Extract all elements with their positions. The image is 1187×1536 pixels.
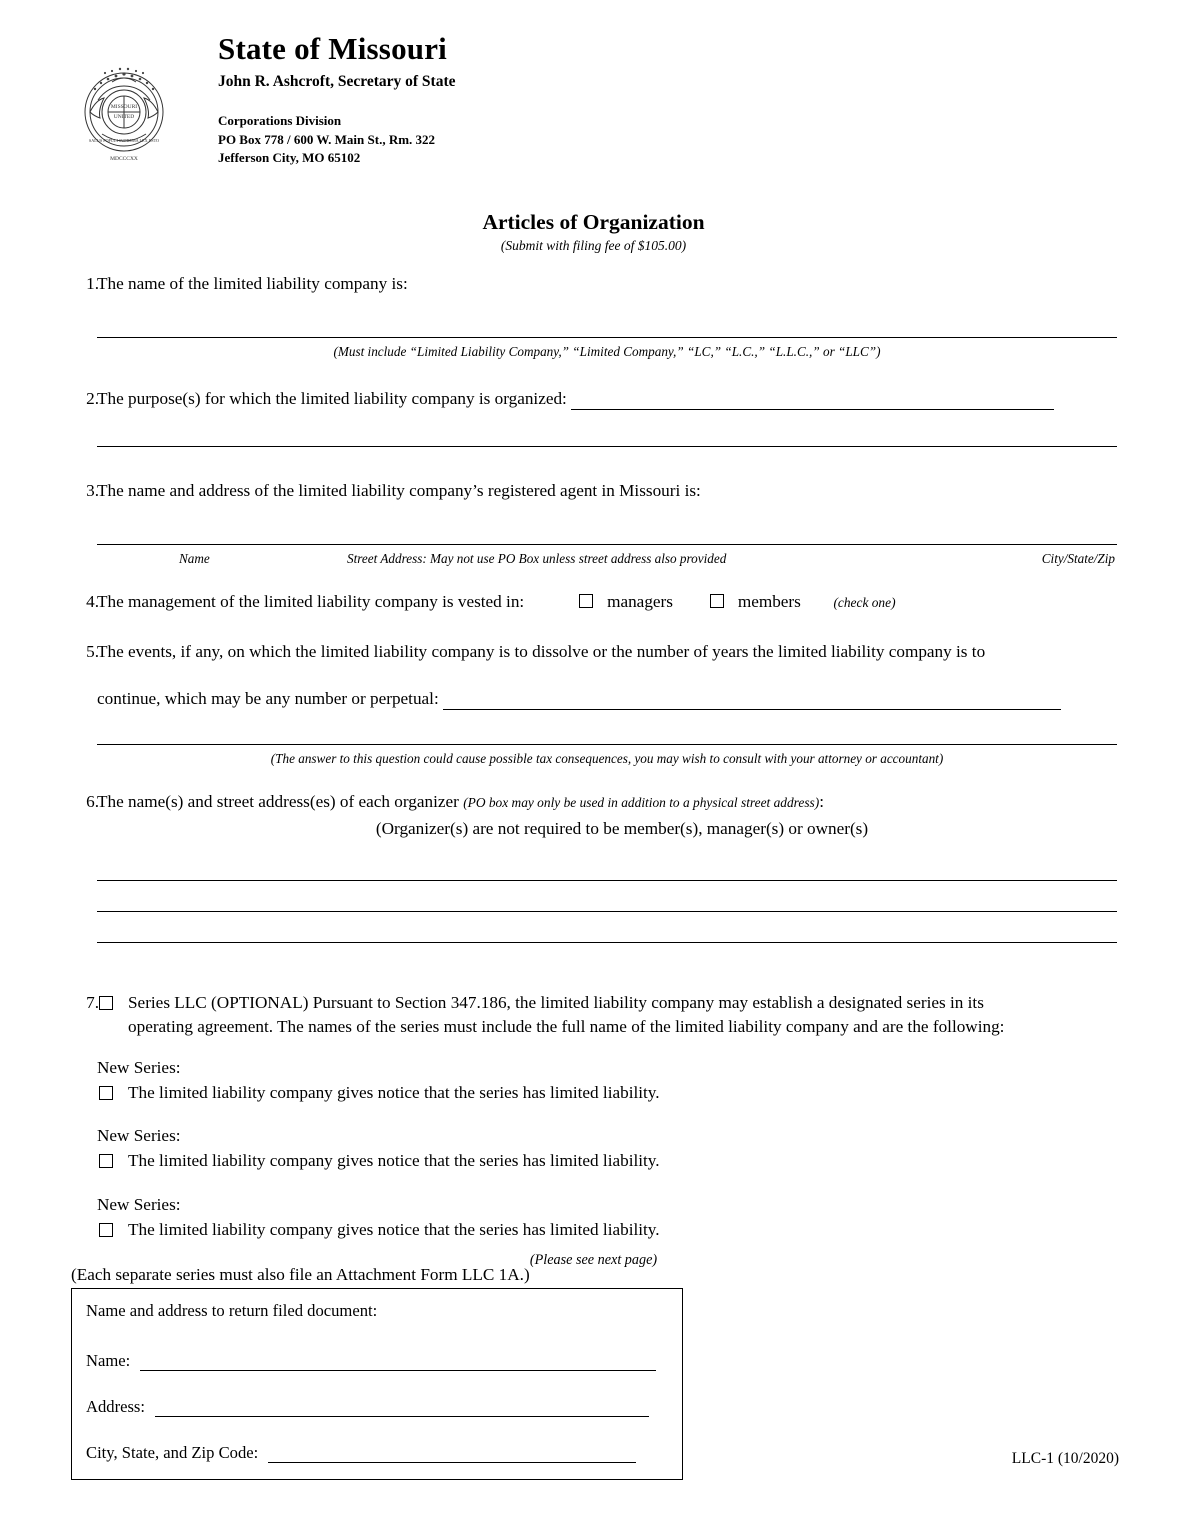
form-body (0, 272, 1187, 1286)
item-1-caption: (Must include “Limited Liability Company,” “Limited Company,” “LC,” “L.C.,” “L.L.C.,” or “LLC”) (333, 344, 881, 360)
svg-text:MISSOURI: MISSOURI (110, 104, 138, 110)
item-2-text: The purpose(s) for which the limited liability company is organized: (97, 389, 567, 409)
item-7-text-line-1: Series LLC (OPTIONAL) Pursuant to Section 347.186, the limited liability company may establish a designated series in its (128, 993, 984, 1013)
checkbox-series-1-notice[interactable] (99, 1086, 113, 1100)
division-address-line-1: PO Box 778 / 600 W. Main St., Rm. 322 (218, 131, 436, 147)
series-1-label: New Series: (97, 1057, 181, 1077)
form-item-6 (0, 790, 1187, 943)
item-3-caption-name: Name (179, 551, 210, 567)
form-item-4 (0, 590, 1187, 613)
division-address-line-2: Jefferson City, MO 65102 (218, 150, 361, 165)
return-name-input[interactable] (140, 1354, 656, 1371)
item-2-purpose-input-line-2[interactable] (97, 446, 1117, 447)
secretary-of-state-name: John R. Ashcroft, Secretary of State (218, 73, 456, 91)
checkbox-series-llc[interactable] (99, 996, 113, 1010)
page-title: Articles of Organization (482, 210, 705, 234)
form-item-5 (0, 640, 1187, 768)
item-5-dissolve-input-line-1[interactable] (443, 693, 1061, 710)
seal-date: MDCCCXX (110, 156, 138, 162)
division-name: Corporations Division (218, 113, 342, 129)
item-5-number: 5. (86, 641, 99, 661)
return-address-input[interactable] (155, 1400, 649, 1417)
item-6-text-line-2: (Organizer(s) are not required to be member(s), manager(s) or owner(s) (375, 819, 869, 839)
header-text-block (218, 32, 456, 167)
item-5-caption: (The answer to this question could cause possible tax consequences, you may wish to consult with your attorney or accountant) (270, 751, 944, 767)
item-4-text: The management of the limited liability company is vested in: (97, 592, 525, 612)
item-1-name-input[interactable] (97, 337, 1117, 338)
series-3-label: New Series: (97, 1194, 181, 1214)
form-footer-code: LLC-1 (10/2020) (1011, 1450, 1119, 1467)
item-6-organizer-input-line-1[interactable] (97, 880, 1117, 881)
next-page-note: (Please see next page) (529, 1252, 658, 1268)
checkbox-managers[interactable] (579, 594, 593, 608)
checkbox-members[interactable] (710, 594, 724, 608)
item-1-text: The name of the limited liability company is: (97, 274, 408, 293)
item-6-text: The name(s) and street address(es) of each organizer (97, 791, 459, 811)
division-address-block (218, 112, 456, 167)
item-6-organizer-input-line-3[interactable] (97, 942, 1117, 943)
item-6-text-italic: (PO box may only be used in addition to a physical street address) (463, 794, 820, 810)
checkbox-series-2-notice[interactable] (99, 1154, 113, 1168)
form-item-7 (0, 991, 1187, 1286)
return-box-title: Name and address to return filed document: (86, 1301, 378, 1320)
series-group-3 (97, 1193, 1117, 1241)
svg-text:UNITED: UNITED (113, 114, 135, 120)
return-name-label: Name: (86, 1351, 131, 1370)
item-2-purpose-input-line-1[interactable] (571, 393, 1054, 410)
item-5-text-line-1: The events, if any, on which the limited liability company is to dissolve or the number of years the limited liability company is to (97, 641, 986, 661)
item-1-number: 1. (86, 274, 99, 293)
item-6-number: 6. (86, 791, 99, 811)
series-group-1 (97, 1056, 1117, 1104)
checkbox-series-3-notice[interactable] (99, 1223, 113, 1237)
item-7-number: 7. (86, 993, 99, 1013)
item-4-label-members: members (737, 592, 801, 612)
state-title: State of Missouri (218, 31, 447, 66)
item-4-check-one-note: (check one) (833, 595, 896, 611)
form-item-3 (0, 479, 1187, 570)
return-city-state-zip-input[interactable] (268, 1446, 636, 1463)
item-3-caption-city: City/State/Zip (1041, 551, 1115, 567)
item-3-text: The name and address of the limited liability company’s registered agent in Missouri is: (97, 481, 701, 501)
item-4-label-managers: managers (607, 592, 673, 612)
item-6-organizer-input-line-2[interactable] (97, 911, 1117, 912)
item-3-agent-input[interactable] (97, 544, 1117, 545)
item-7-attachment-note: (Each separate series must also file an Attachment Form LLC 1A.) (71, 1265, 530, 1285)
form-filing-fee-note: (Submit with filing fee of $105.00) (500, 238, 687, 253)
series-1-notice-text: The limited liability company gives notice that the series has limited liability. (128, 1083, 660, 1103)
form-item-2 (0, 387, 1187, 447)
document-header (0, 0, 1187, 165)
item-3-caption-street: Street Address: May not use PO Box unless street address also provided (347, 551, 727, 567)
svg-text:SALUS POPULI SUPREMA LEX ESTO: SALUS POPULI SUPREMA LEX ESTO (88, 138, 160, 143)
return-city-state-zip-label: City, State, and Zip Code: (86, 1443, 259, 1462)
series-group-2 (97, 1124, 1117, 1172)
form-title-block (0, 210, 1187, 254)
series-3-notice-text: The limited liability company gives notice that the series has limited liability. (128, 1219, 660, 1239)
return-address-label: Address: (86, 1397, 145, 1416)
series-2-label: New Series: (97, 1126, 181, 1146)
item-4-number: 4. (86, 592, 99, 612)
form-item-1 (0, 272, 1187, 361)
item-2-number: 2. (86, 389, 99, 409)
item-5-text-line-2: continue, which may be any number or perpetual: (97, 688, 439, 708)
item-5-dissolve-input-line-2[interactable] (97, 744, 1117, 745)
missouri-state-seal-icon (78, 38, 170, 170)
item-6-text-tail: : (819, 791, 824, 811)
series-2-notice-text: The limited liability company gives notice that the series has limited liability. (128, 1151, 660, 1171)
return-address-box (71, 1288, 683, 1480)
item-7-text-line-2: operating agreement. The names of the series must include the full name of the limited liability company and are the following: (128, 1016, 1005, 1036)
item-3-number: 3. (86, 481, 99, 501)
